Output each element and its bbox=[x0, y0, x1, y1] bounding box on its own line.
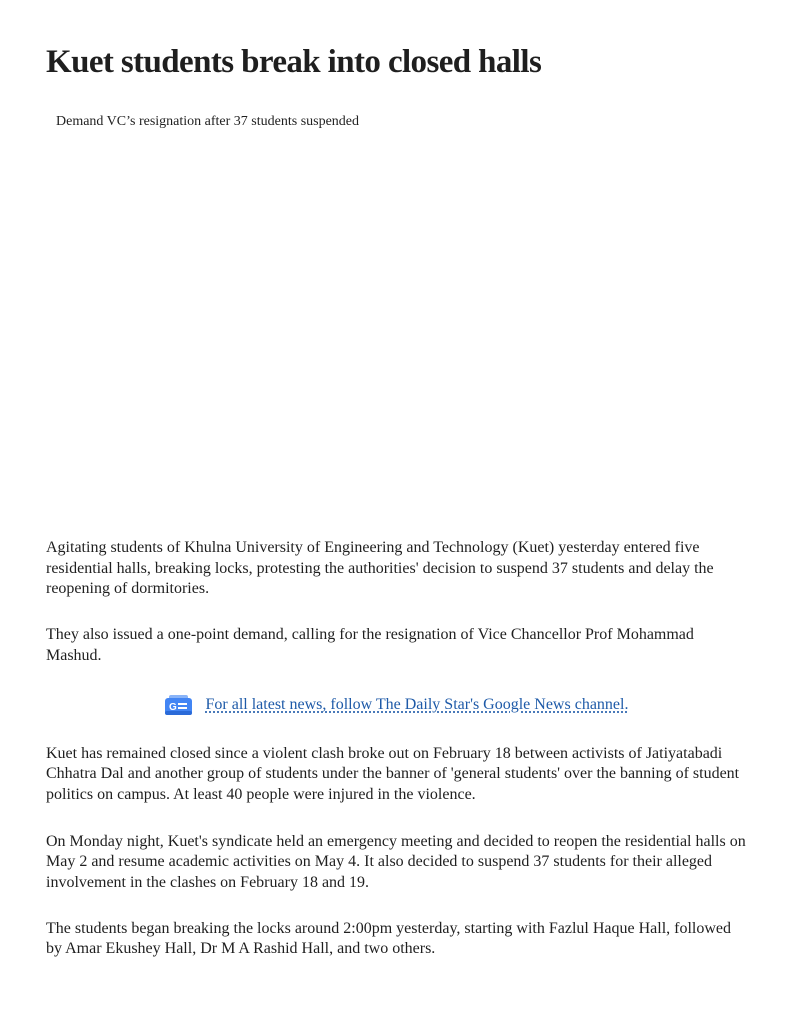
media-area bbox=[46, 150, 746, 520]
article-body bbox=[46, 538, 746, 960]
headline: Kuet students break into closed halls bbox=[46, 44, 542, 80]
subheadline: Demand VC’s resignation after 37 students suspended bbox=[56, 114, 360, 129]
paragraph-2: They also issued a one-point demand, calling for the resignation of Vice Chancellor Prof Mohammad Mashud. bbox=[46, 626, 694, 664]
google-news-follow-link[interactable]: For all latest news, follow The Daily Star's Google News channel. bbox=[205, 695, 629, 713]
paragraph-4: On Monday night, Kuet's syndicate held an emergency meeting and decided to reopen the residential halls on May 2 and resume academic activities on May 4. It also decided to suspend 37 students for their alleged involvement in the clashes on February 18 and 19. bbox=[46, 832, 746, 892]
paragraph-5: The students began breaking the locks around 2:00pm yesterday, starting with Fazlul Haque Hall, followed by Amar Ekushey Hall, Dr M A Rashid Hall, and two others. bbox=[46, 919, 732, 958]
paragraph-3: Kuet has remained closed since a violent clash broke out on February 18 between activists of Jatiyatabadi Chhatra Dal and another group of students under the banner of 'general students' over the banning of student politics on campus. At least 40 people were injured in the violence. bbox=[46, 744, 740, 803]
google-news-icon[interactable] bbox=[164, 694, 193, 716]
svg-text:G: G bbox=[168, 701, 177, 713]
google-news-follow-banner bbox=[46, 693, 746, 717]
paragraph-1: Agitating students of Khulna University of Engineering and Technology (Kuet) yesterday entered five residential halls, breaking locks, protesting the authorities' decision to suspend 37 students and delay the reopening of dormitories. bbox=[46, 539, 714, 598]
